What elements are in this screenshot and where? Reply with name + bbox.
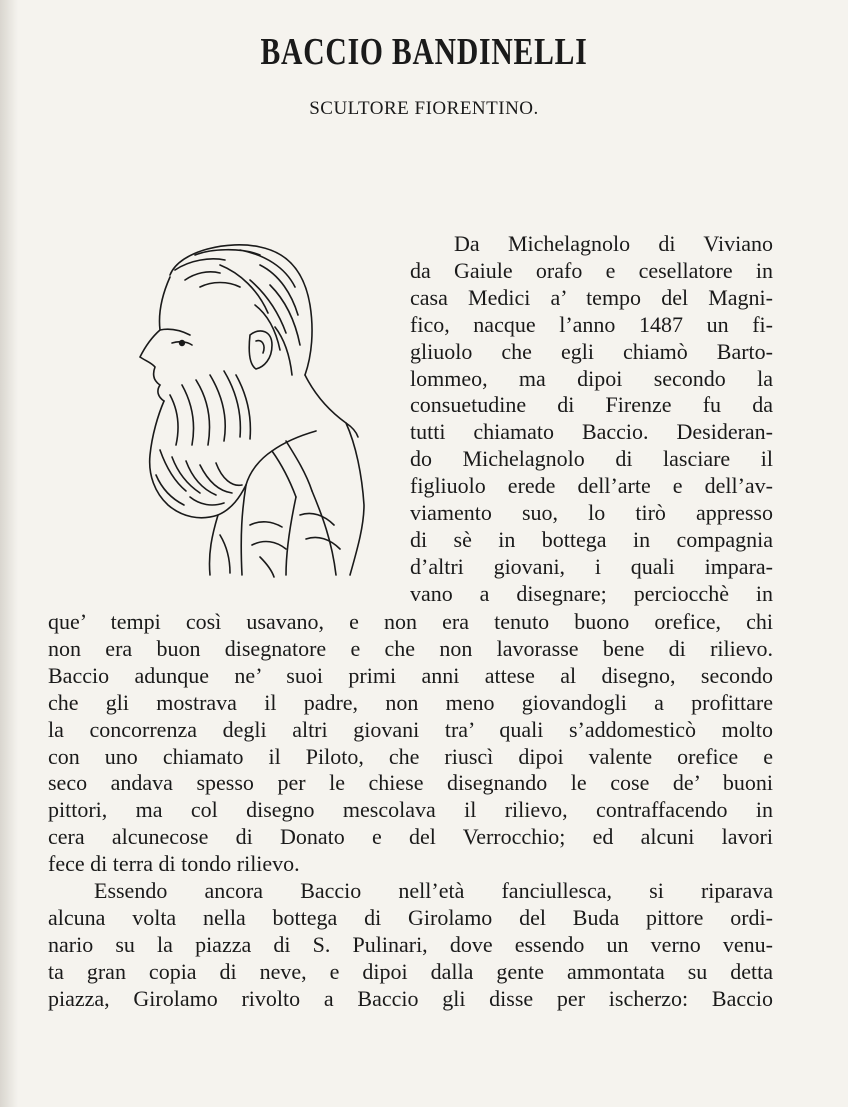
text-line: nario su la piazza di S. Pulinari, dove essendo un verno venu-	[48, 931, 773, 957]
text-line: cera alcunecose di Donato e del Verrocchio; ed alcuni lavori	[48, 824, 773, 850]
text-line: seco andava spesso per le chiese disegnando le cose de’ buoni	[48, 770, 773, 796]
text-line: Da Michelagnolo di Viviano	[454, 231, 773, 256]
text-line: gliuolo che egli chiamò Barto-	[410, 338, 773, 364]
text-line: viamento suo, lo tirò appresso	[410, 500, 773, 525]
text-line: Essendo ancora Baccio nell’età fanciullesca, si riparava	[94, 878, 773, 903]
text-line: non era buon disegnatore e che non lavorasse bene di rilievo.	[48, 635, 773, 661]
text-line: figliuolo erede dell’arte e dell’av-	[410, 473, 773, 499]
text-line: che gli mostrava il padre, non meno giovandogli a profittare	[48, 689, 773, 715]
portrait-engraving-icon	[100, 235, 370, 580]
text-line: fico, nacque l’anno 1487 un fi-	[410, 311, 773, 337]
text-line: alcuna volta nella bottega di Girolamo del Buda pittore ordi-	[48, 904, 773, 930]
page-edge	[0, 0, 18, 1107]
text-line: di sè in bottega in compagnia	[410, 526, 773, 552]
text-line: consuetudine di Firenze fu da	[410, 392, 773, 418]
text-line: vano a disegnare; perciocchè in	[410, 580, 773, 606]
text-line: da Gaiule orafo e cesellatore in	[410, 257, 773, 283]
page-subtitle: SCULTORE FIORENTINO.	[309, 98, 539, 119]
text-line: ta gran copia di neve, e dipoi dalla gente ammontata su detta	[48, 958, 773, 984]
text-line: d’altri giovani, i quali impara-	[410, 553, 773, 579]
text-line: do Michelagnolo di lasciare il	[410, 446, 773, 472]
text-line: pittori, ma col disegno mescolava il rilievo, contraffacendo in	[48, 797, 773, 823]
page-title: BACCIO BANDINELLI	[260, 31, 588, 73]
text-line: que’ tempi così usavano, e non era tenuto buono orefice, chi	[48, 609, 773, 634]
text-line: lommeo, ma dipoi secondo la	[410, 365, 773, 391]
text-line: Baccio adunque ne’ suoi primi anni attese al disegno, secondo	[48, 662, 773, 688]
text-line: casa Medici a’ tempo del Magni-	[410, 284, 773, 310]
text-line: tutti chiamato Baccio. Desideran-	[410, 419, 773, 445]
text-line: la concorrenza degli altri giovani tra’ quali s’addomesticò molto	[48, 716, 773, 742]
text-line: fece di terra di tondo rilievo.	[48, 851, 300, 877]
text-line: piazza, Girolamo rivolto a Baccio gli disse per ischerzo: Baccio	[48, 985, 773, 1011]
text-line: con uno chiamato il Piloto, che riuscì dipoi valente orefice e	[48, 743, 773, 769]
